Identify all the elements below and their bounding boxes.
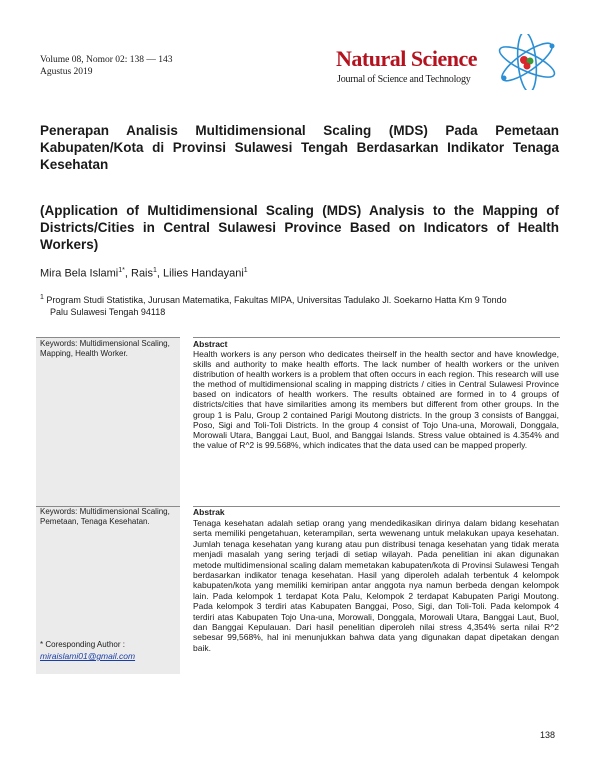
- affiliation-line: Palu Sulawesi Tengah 94118: [50, 307, 166, 317]
- journal-logo-title: Natural Science: [336, 46, 477, 71]
- abstrak-heading: Abstrak: [193, 507, 225, 517]
- author-name: Mira Bela Islami: [40, 267, 119, 280]
- journal-logo-subtitle: Journal of Science and Technology: [337, 74, 471, 85]
- affiliation: [40, 292, 560, 318]
- affiliation-marker: 1: [40, 294, 44, 301]
- keywords-english: Keywords: Multidimensional Scaling, Mapping, Health Worker.: [40, 339, 170, 358]
- author-affiliation-marker: 1: [153, 267, 157, 274]
- journal-volume-info: [40, 54, 173, 78]
- abstract-body-indonesian: Tenaga kesehatan adalah setiap orang yang mendedikasikan dirinya dalam bidang kesehatan serta memiliki pengetahuan, keterampilan, serta wewenang untuk melakukan upaya kesehatan. Jumlah tenaga kesehatan yang kurang atau pun distribusi tenaga kesehatan yang tidak merata menjadi masalah yang sering terjadi di setiap wilayah. Pada penelitian ini akan digunakan metode multidimensional scaling dalam memetakan kabupaten/kota di Provinsi Sulawesi Tengah berdasarkan indikator tenaga kesehatan. Hasil yang diperoleh adalah terbentuk 4 kelompok kabupaten/kota yang memiliki kemiripan antar anggota nya namun berbeda dengan kelompok lain. Pada kelompok 1 terdapat Kota Palu, Kelompok 2 terdapat Kabupaten Parigi Moutong. Pada kelompok 3 terdiri atas Kabupaten Banggai, Poso, Sigi, dan Toli-Toli. Pada kelompok 4 terdiri atas Kabupaten Tojo Una-una, Morowali, Donggala, Morowali Utara, Banggai Laut, Buol, dan Banggai Kepulauan. Dari hasil penelitian diperoleh nilai stress 4,354% serta nilai R^2 sebesar 99,568%, hal ini menunjukkan bahwa data yang digunakan dapat dipetakan dengan baik.: [193, 518, 559, 653]
- author-name: Rais: [131, 267, 154, 280]
- paper-title-indonesian: Penerapan Analisis Multidimensional Scaling (MDS) Pada Pemetaan Kabupaten/Kota di Provinsi Sulawesi Tengah Berdasarkan Indikator Tenaga Kesehatan: [40, 123, 559, 172]
- author-name: Lilies Handayani: [163, 267, 244, 280]
- author-list: [40, 264, 248, 281]
- atom-icon: [494, 34, 560, 90]
- corresponding-author-email-link[interactable]: miraislami01@gmail.com: [40, 651, 136, 661]
- corresponding-author-label: * Coresponding Author :: [40, 640, 125, 649]
- author-separator: ,: [156, 267, 164, 280]
- abstract-heading: Abstract: [193, 339, 228, 349]
- keywords-indonesian: Keywords: Multidimensional Scaling, Pemetaan, Tenaga Kesehatan.: [40, 507, 170, 526]
- author-affiliation-marker: 1*: [118, 267, 125, 274]
- abstract-body-english: Health workers is any person who dedicates theirself in the health sector and have knowledge, skills and authority to make health efforts. The lack number of health workers or the univen distribution of health workers is a problem that often occurs in each region. This research will use the method of multidimensional scaling in mapping districts / cities in Central Sulawesi Province based on indicators of health workers. The results obtained are formed in to 4 groups of districts/cities that have similarities among its members but different from other groups. In the group 1 is Palu, Group 2 contained Parigi Moutong districts. In the group 3 consists of Banggai, Poso, Sigi and Toli-Toli Districts. In the group 4 consist of Tojo Una-una, Morowali, Donggala, Morowali Utara, Banggai Laut, Buol, and Banggai Islands. Stress value obtained is 4.354% and the value of R^2 is 99.568%, which indicates that the data used can be mapped properly.: [193, 349, 559, 450]
- affiliation-line: Program Studi Statistika, Jurusan Matematika, Fakultas MIPA, Universitas Tadulako Jl. Soekarno Hatta Km 9 Tondo: [46, 295, 507, 305]
- author-separator: ,: [124, 267, 131, 280]
- author-affiliation-marker: 1: [243, 267, 248, 274]
- abstract-divider: [193, 337, 560, 338]
- volume-line: Volume 08, Nomor 02: 138 — 143: [40, 55, 173, 65]
- page-number: 138: [540, 730, 556, 740]
- paper-title-english: (Application of Multidimensional Scaling (MDS) Analysis to the Mapping of Districts/Cities in Central Sulawesi Province Based on Indicators of Health Workers): [40, 203, 559, 252]
- date-line: Agustus 2019: [40, 67, 93, 77]
- abstract-divider: [193, 506, 560, 507]
